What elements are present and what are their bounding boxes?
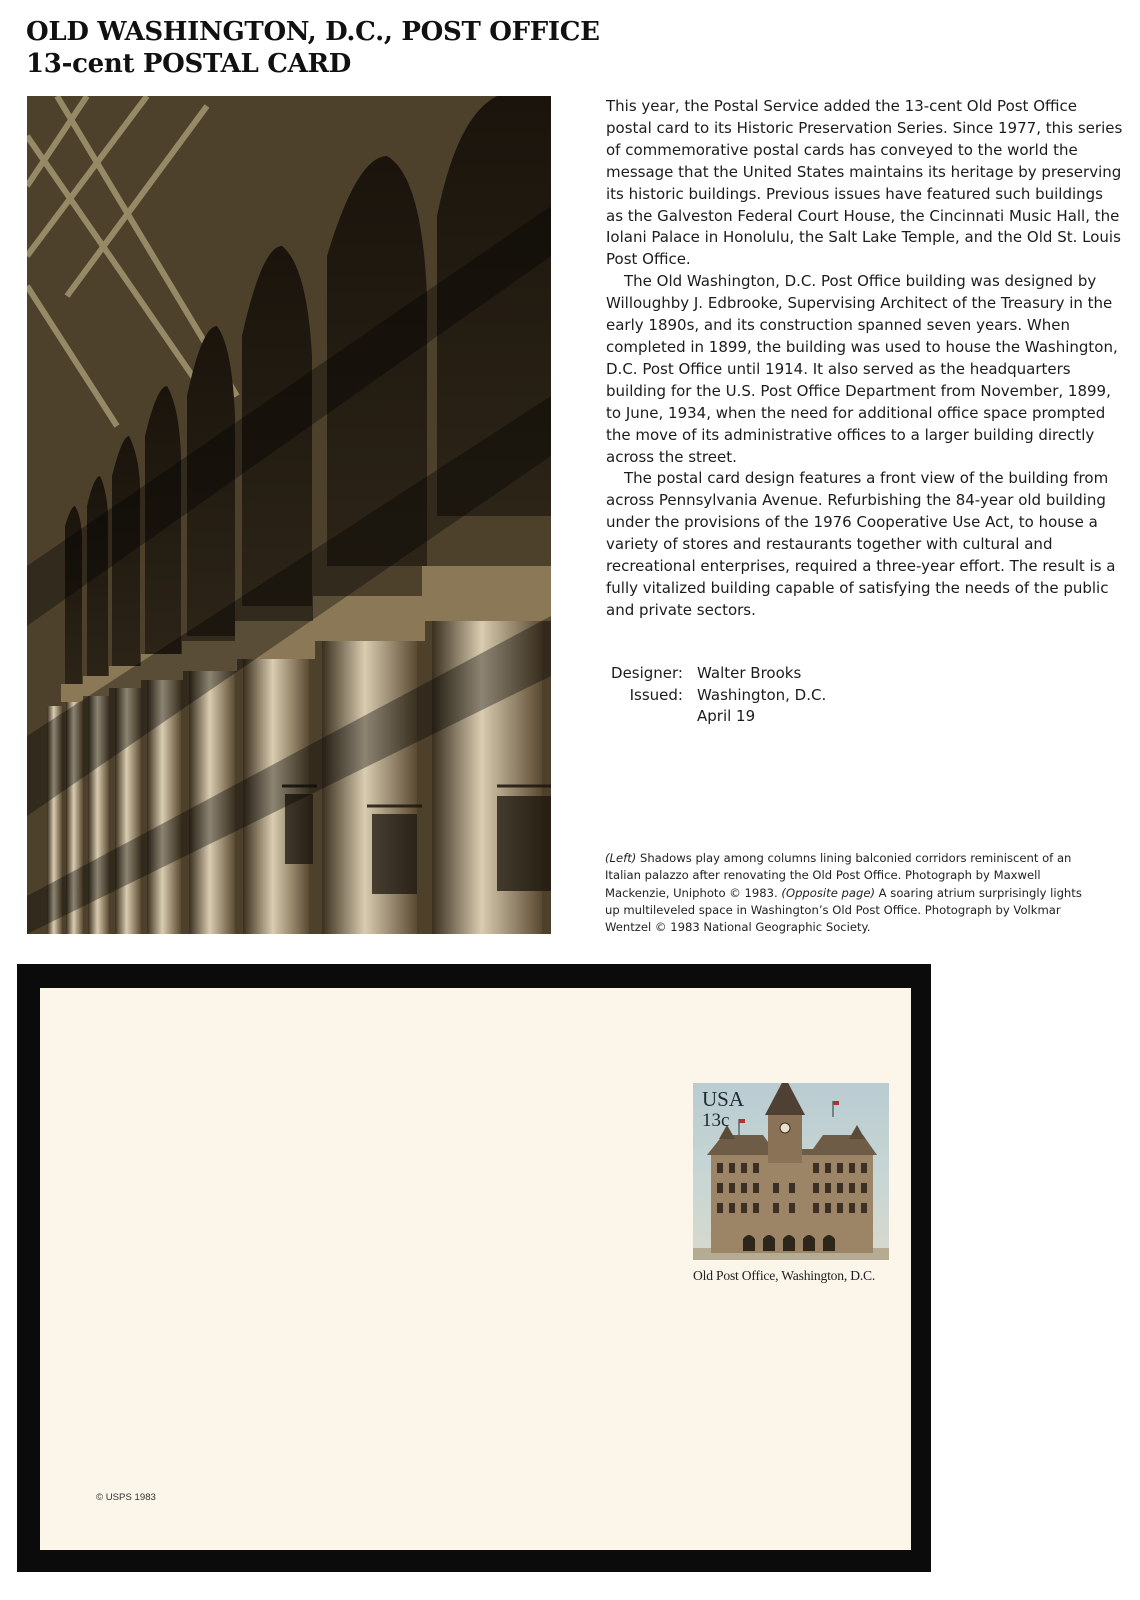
page-title xyxy=(26,16,600,80)
stamp-imprint xyxy=(693,1083,889,1260)
issued-label: Issued: xyxy=(629,685,683,704)
issued-date: April 19 xyxy=(697,707,756,725)
postal-card xyxy=(40,988,911,1550)
designer-row xyxy=(605,663,826,685)
issued-row xyxy=(605,685,826,728)
columns-photo-illustration xyxy=(27,96,551,934)
article-paragraph-1: This year, the Postal Service added the 13-cent Old Post Office postal card to its Historic Preservation Series. Since 1977, this series of commemorative postal cards has conveyed to the world the message that the United States maintains its heritage by preserving its historic buildings. Previous issues have featured such buildings as the Galveston Federal Court House, the Cincinnati Music Hall, the Iolani Palace in Honolulu, the Salt Lake Temple, and the Old St. Louis Post Office. xyxy=(606,97,1123,269)
stamp-denomination: 13c xyxy=(702,1110,730,1131)
article-body xyxy=(606,96,1124,622)
usps-copyright: © USPS 1983 xyxy=(96,1492,156,1503)
columns-photograph xyxy=(27,96,551,934)
designer-name: Walter Brooks xyxy=(697,664,802,682)
postal-card-frame xyxy=(17,964,931,1572)
issued-place: Washington, D.C. xyxy=(697,685,827,704)
photo-caption xyxy=(605,850,1085,936)
title-line-1: OLD WASHINGTON, D.C., POST OFFICE xyxy=(26,17,600,47)
caption-left-tag: (Left) xyxy=(605,851,637,865)
caption-opposite-text: A soaring atrium surprisingly lights up multileveled space in Washington’s Old Post Office. Photograph by Volkmar Wentzel © 1983 National Geographic Society. xyxy=(605,885,1082,935)
article-paragraph-2: The Old Washington, D.C. Post Office building was designed by Willoughby J. Edbrooke, Supervising Architect of the Treasury in the early 1890s, and its construction spanned seven years. When completed in 1899, the building was used to house the Washington, D.C. Post Office until 1914. It also served as the headquarters building for the U.S. Post Office Department from November, 1899, to June, 1934, when the need for additional office space prompted the move of its administrative offices to a larger building directly across the street. xyxy=(606,272,1118,466)
title-line-2: 13-cent POSTAL CARD xyxy=(26,49,352,79)
credits-block xyxy=(605,663,826,728)
caption-opposite-tag: (Opposite page) xyxy=(781,885,875,900)
designer-label: Designer: xyxy=(611,664,683,682)
stamp-caption: Old Post Office, Washington, D.C. xyxy=(693,1268,876,1283)
caption-left-text: Shadows play among columns lining balconied corridors reminiscent of an Italian palazzo after renovating the Old Post Office. Photograph by Maxwell Mackenzie, Uniphoto © 1983. xyxy=(605,851,1072,900)
article-paragraph-3: The postal card design features a front view of the building from across Pennsylvania Avenue. Refurbishing the 84-year old building under the provisions of the 1976 Cooperative Use Act, to house a variety of stores and restaurants together with cultural and recreational enterprises, required a three-year effort. The result is a fully vitalized building capable of satisfying the needs of the public and private sectors. xyxy=(606,469,1116,619)
stamp-country: USA xyxy=(702,1087,745,1111)
